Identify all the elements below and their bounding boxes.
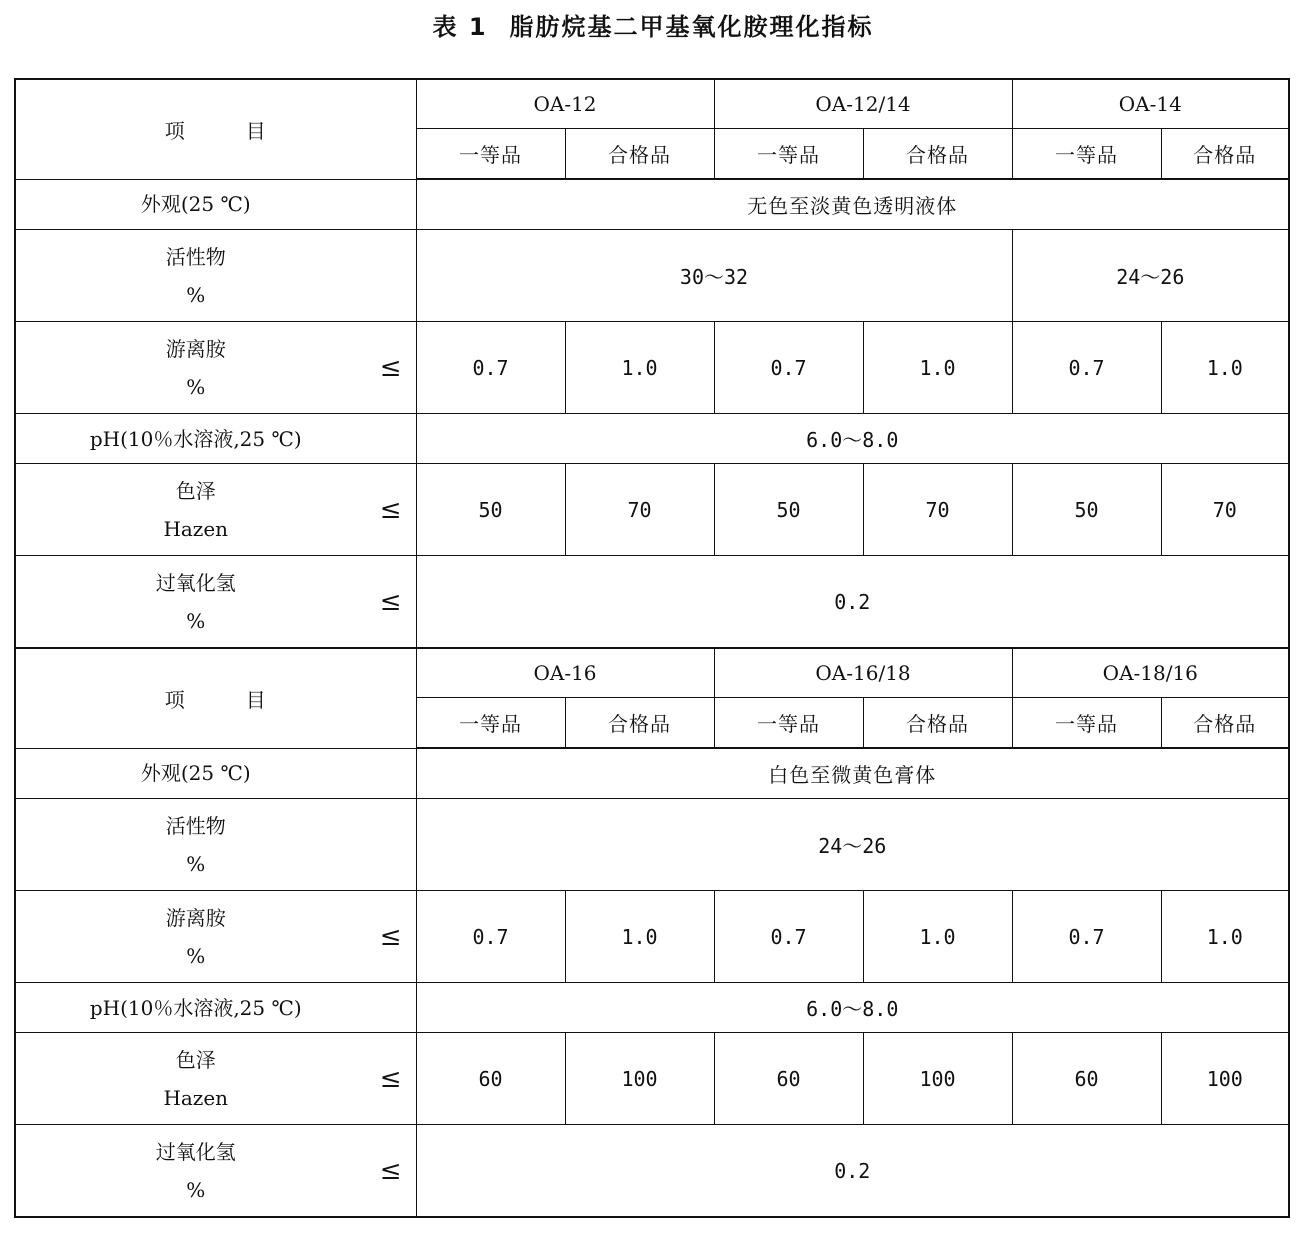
section2-row-color <box>15 1033 1289 1125</box>
section1-grade-5: 一等品 <box>1012 129 1161 180</box>
section2-color-v2: 100 <box>565 1033 714 1125</box>
section2-free-amine-v6: 1.0 <box>1161 891 1289 983</box>
section2-row-active <box>15 799 1289 891</box>
le-symbol: ≤ <box>379 1063 402 1094</box>
section2-free-amine-v5: 0.7 <box>1012 891 1161 983</box>
section2-color-v1: 60 <box>416 1033 565 1125</box>
section2-ph-label: pH(10％水溶液,25 ℃) <box>15 983 416 1033</box>
section2-active-label: 活性物 % <box>15 799 416 891</box>
section1-peroxide-value: 0.2 <box>416 556 1289 649</box>
table-title: 脂肪烷基二甲基氧化胺理化指标 <box>509 13 874 41</box>
section2-grade-2: 合格品 <box>565 698 714 749</box>
section1-ph-label: pH(10％水溶液,25 ℃) <box>15 414 416 464</box>
section2-grade-4: 合格品 <box>863 698 1012 749</box>
section1-appearance-value: 无色至淡黄色透明液体 <box>416 179 1289 230</box>
section1-grade-2: 合格品 <box>565 129 714 180</box>
section2-free-amine-v4: 1.0 <box>863 891 1012 983</box>
section2-product-2: OA-16/18 <box>714 648 1012 698</box>
section2-item-header: 项 目 <box>15 648 416 748</box>
section1-grade-4: 合格品 <box>863 129 1012 180</box>
section2-grade-5: 一等品 <box>1012 698 1161 749</box>
section1-ph-value: 6.0～8.0 <box>416 414 1289 464</box>
section1-free-amine-v2: 1.0 <box>565 322 714 414</box>
section1-free-amine-v5: 0.7 <box>1012 322 1161 414</box>
section1-free-amine-v6: 1.0 <box>1161 322 1289 414</box>
section2-appearance-value: 白色至微黄色膏体 <box>416 748 1289 799</box>
section2-row-free-amine <box>15 891 1289 983</box>
section1-grade-3: 一等品 <box>714 129 863 180</box>
section1-color-v6: 70 <box>1161 464 1289 556</box>
section1-free-amine-v4: 1.0 <box>863 322 1012 414</box>
section1-row-appearance <box>15 179 1289 230</box>
table-caption <box>0 8 1306 46</box>
section1-row-active <box>15 230 1289 322</box>
section1-peroxide-label: 过氧化氢 % ≤ <box>15 556 416 649</box>
section2-row-peroxide <box>15 1125 1289 1218</box>
section2-row-ph <box>15 983 1289 1033</box>
section1-appearance-label: 外观(25 ℃) <box>15 179 416 230</box>
section1-free-amine-v1: 0.7 <box>416 322 565 414</box>
section1-color-v3: 50 <box>714 464 863 556</box>
section2-free-amine-v2: 1.0 <box>565 891 714 983</box>
section1-color-v5: 50 <box>1012 464 1161 556</box>
section2-product-1: OA-16 <box>416 648 714 698</box>
section1-product-2: OA-12/14 <box>714 79 1012 129</box>
le-symbol: ≤ <box>379 1155 402 1186</box>
section1-color-v4: 70 <box>863 464 1012 556</box>
section2-free-amine-label: 游离胺 % ≤ <box>15 891 416 983</box>
section1-row-peroxide <box>15 556 1289 649</box>
section1-color-label: 色泽 Hazen ≤ <box>15 464 416 556</box>
section1-header-row-products <box>15 79 1289 129</box>
section1-row-color <box>15 464 1289 556</box>
section2-free-amine-v1: 0.7 <box>416 891 565 983</box>
section2-ph-value: 6.0～8.0 <box>416 983 1289 1033</box>
section1-product-3: OA-14 <box>1012 79 1289 129</box>
section2-color-label: 色泽 Hazen ≤ <box>15 1033 416 1125</box>
section2-grade-1: 一等品 <box>416 698 565 749</box>
section2-grade-3: 一等品 <box>714 698 863 749</box>
section1-free-amine-label: 游离胺 % ≤ <box>15 322 416 414</box>
section2-color-v3: 60 <box>714 1033 863 1125</box>
section2-peroxide-value: 0.2 <box>416 1125 1289 1218</box>
section1-active-value-b: 24～26 <box>1012 230 1289 322</box>
table-number: 表 1 <box>432 13 488 41</box>
le-symbol: ≤ <box>379 586 402 617</box>
section1-row-ph <box>15 414 1289 464</box>
section1-free-amine-v3: 0.7 <box>714 322 863 414</box>
section1-active-label: 活性物 % <box>15 230 416 322</box>
section1-color-v2: 70 <box>565 464 714 556</box>
spec-table <box>14 78 1290 1218</box>
section1-row-free-amine <box>15 322 1289 414</box>
section2-color-v6: 100 <box>1161 1033 1289 1125</box>
section1-color-v1: 50 <box>416 464 565 556</box>
section2-product-3: OA-18/16 <box>1012 648 1289 698</box>
le-symbol: ≤ <box>379 352 402 383</box>
le-symbol: ≤ <box>379 494 402 525</box>
section2-row-appearance <box>15 748 1289 799</box>
section2-free-amine-v3: 0.7 <box>714 891 863 983</box>
section2-color-v5: 60 <box>1012 1033 1161 1125</box>
section2-color-v4: 100 <box>863 1033 1012 1125</box>
le-symbol: ≤ <box>379 921 402 952</box>
section1-item-header: 项 目 <box>15 79 416 179</box>
section1-grade-1: 一等品 <box>416 129 565 180</box>
section2-appearance-label: 外观(25 ℃) <box>15 748 416 799</box>
section2-header-row-products <box>15 648 1289 698</box>
section1-product-1: OA-12 <box>416 79 714 129</box>
section1-active-value-a: 30～32 <box>416 230 1012 322</box>
section2-grade-6: 合格品 <box>1161 698 1289 749</box>
section1-grade-6: 合格品 <box>1161 129 1289 180</box>
section2-active-value: 24～26 <box>416 799 1289 891</box>
section2-peroxide-label: 过氧化氢 % ≤ <box>15 1125 416 1218</box>
